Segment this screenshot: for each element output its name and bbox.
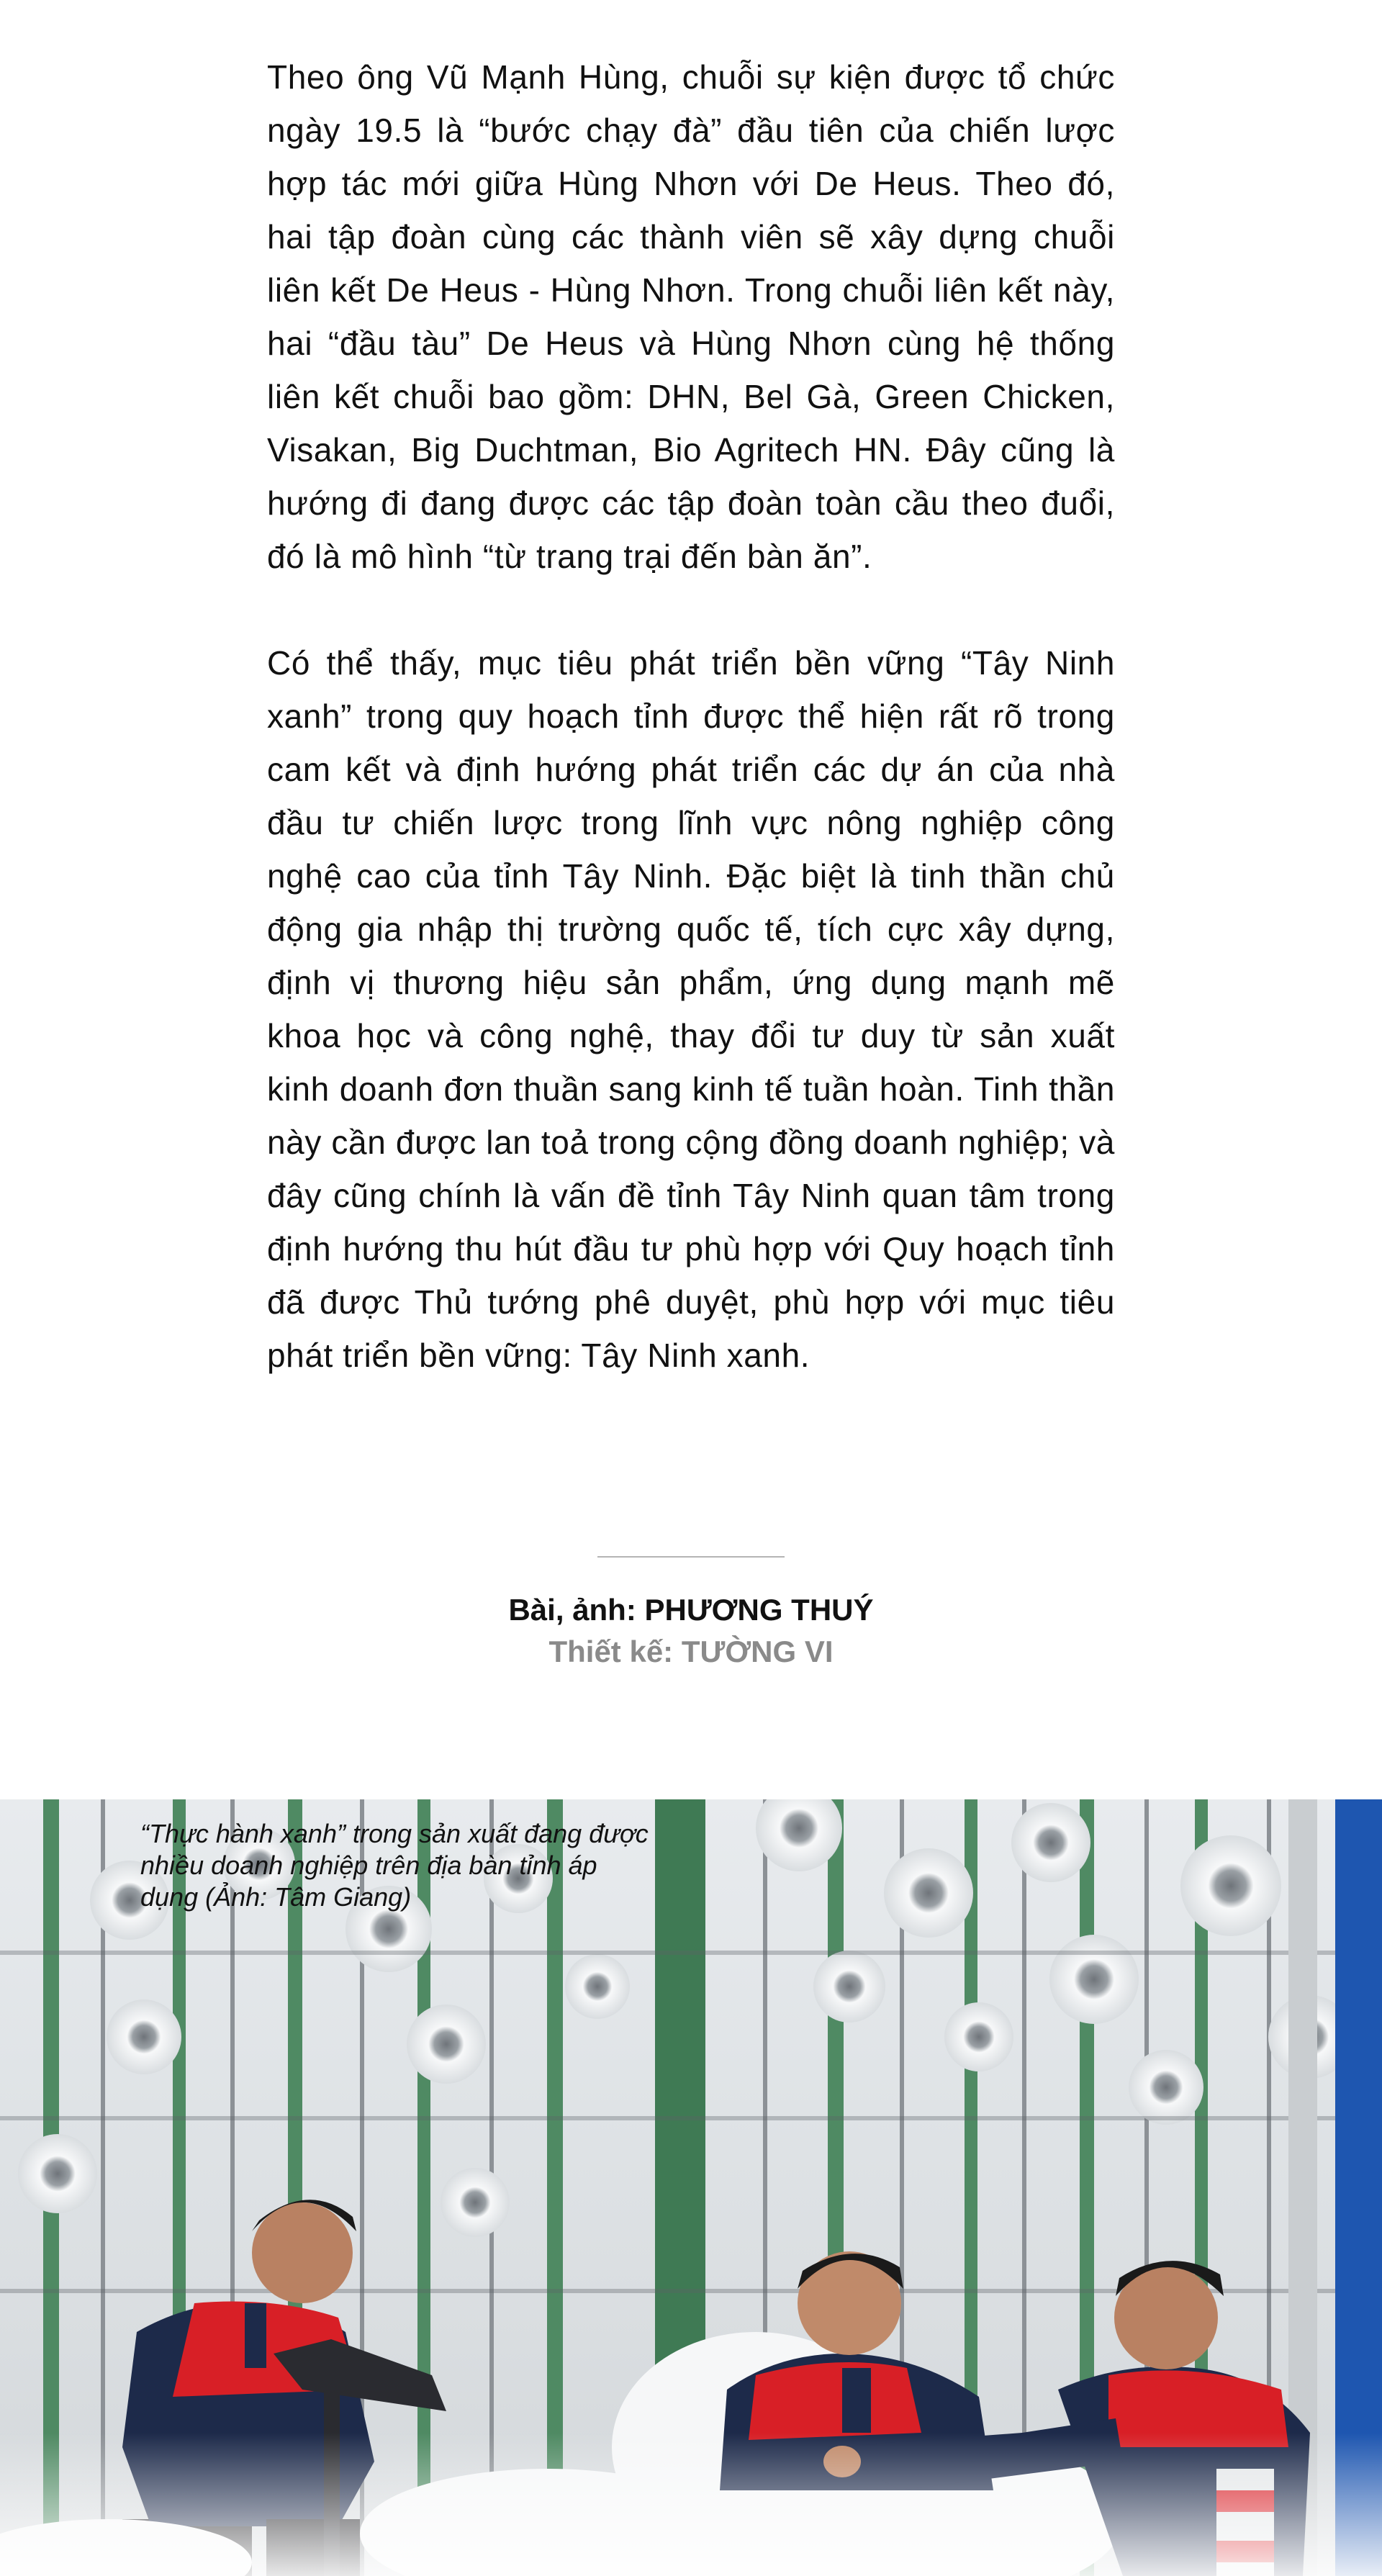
- credits-divider: [597, 1556, 785, 1558]
- credits: [0, 1589, 1382, 1673]
- photo-caption: “Thực hành xanh” trong sản xuất đang được nhiều doanh nghiệp trên địa bàn tỉnh áp dụng (Ảnh: Tâm Giang): [140, 1819, 649, 1912]
- credit-design: Thiết kế: TƯỜNG VI: [548, 1635, 834, 1668]
- paragraph-2: Có thể thấy, mục tiêu phát triển bền vững “Tây Ninh xanh” trong quy hoạch tỉnh được thể hiện rất rõ trong cam kết và định hướng phát triển các dự án của nhà đầu tư chiến lược trong lĩnh vực nông nghiệp công nghệ cao của tỉnh Tây Ninh. Đặc biệt là tinh thần chủ động gia nhập thị trường quốc tế, tích cực xây dựng, định vị thương hiệu sản phẩm, ứng dụng mạnh mẽ khoa học và công nghệ, thay đổi tư duy từ sản xuất kinh doanh đơn thuần sang kinh tế tuần hoàn. Tinh thần này cần được lan toả trong cộng đồng doanh nghiệp; và đây cũng chính là vấn đề tỉnh Tây Ninh quan tâm trong định hướng thu hút đầu tư phù hợp với Quy hoạch tỉnh đã được Thủ tướng phê duyệt, phù hợp với mục tiêu phát triển bền vững: Tây Ninh xanh.: [267, 644, 1115, 1374]
- factory-photo: [0, 1799, 1382, 2576]
- factory-photo-illustration: [0, 1799, 1382, 2576]
- credit-author: Bài, ảnh: PHƯƠNG THUÝ: [508, 1593, 874, 1627]
- article-body: [267, 50, 1115, 1435]
- paragraph-1: Theo ông Vũ Mạnh Hùng, chuỗi sự kiện được tổ chức ngày 19.5 là “bước chạy đà” đầu tiên của chiến lược hợp tác mới giữa Hùng Nhơn với De Heus. Theo đó, hai tập đoàn cùng các thành viên sẽ xây dựng chuỗi liên kết De Heus - Hùng Nhơn. Trong chuỗi liên kết này, hai “đầu tàu” De Heus và Hùng Nhơn cùng hệ thống liên kết chuỗi bao gồm: DHN, Bel Gà, Green Chicken, Visakan, Big Duchtman, Bio Agritech HN. Đây cũng là hướng đi đang được các tập đoàn toàn cầu theo đuổi, đó là mô hình “từ trang trại đến bàn ăn”.: [267, 58, 1115, 575]
